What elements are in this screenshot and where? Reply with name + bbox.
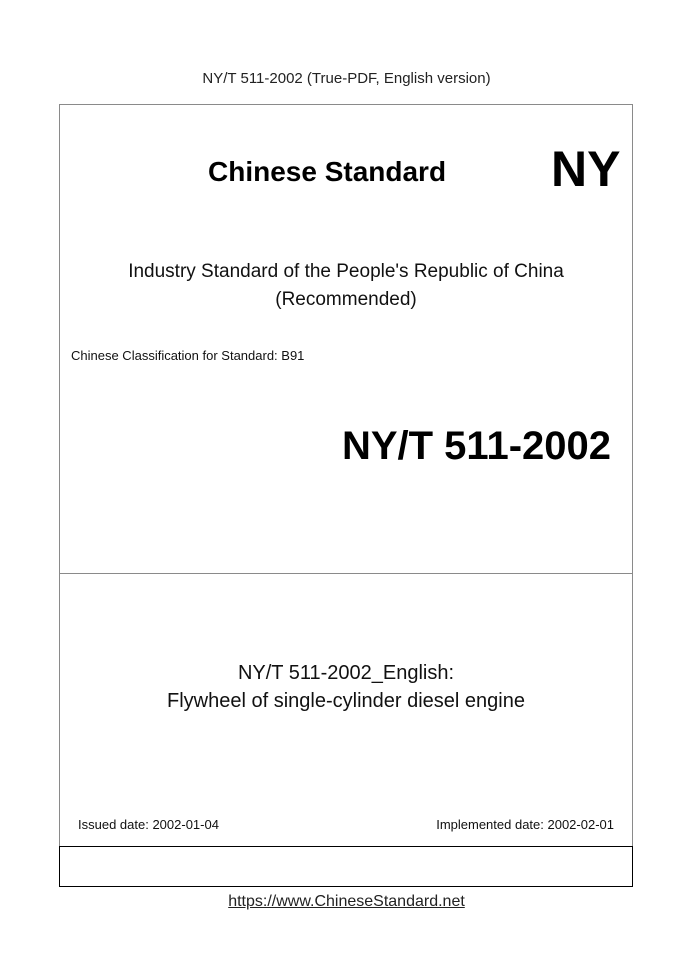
standard-code-logo: NY — [551, 141, 621, 197]
website-link[interactable]: https://www.ChineseStandard.net — [228, 893, 465, 910]
standard-number: NY/T 511-2002 — [341, 424, 611, 468]
footer — [0, 893, 693, 911]
document-title-name: Flywheel of single-cylinder diesel engine — [167, 690, 525, 712]
document-header: NY/T 511-2002 (True-PDF, English version) — [202, 70, 491, 87]
recommended-label: (Recommended) — [275, 289, 417, 310]
cover-bottom-frame — [59, 846, 633, 887]
issued-date: Issued date: 2002-01-04 — [78, 817, 219, 832]
standard-type-title: Chinese Standard — [208, 156, 447, 187]
implemented-date: Implemented date: 2002-02-01 — [436, 817, 614, 832]
document-title-code: NY/T 511-2002_English: — [237, 662, 455, 684]
industry-standard-line: Industry Standard of the People's Republic of China — [128, 261, 564, 282]
document-title — [59, 659, 633, 715]
industry-standard-heading — [59, 258, 633, 314]
classification-text: Chinese Classification for Standard: B91 — [71, 348, 305, 363]
